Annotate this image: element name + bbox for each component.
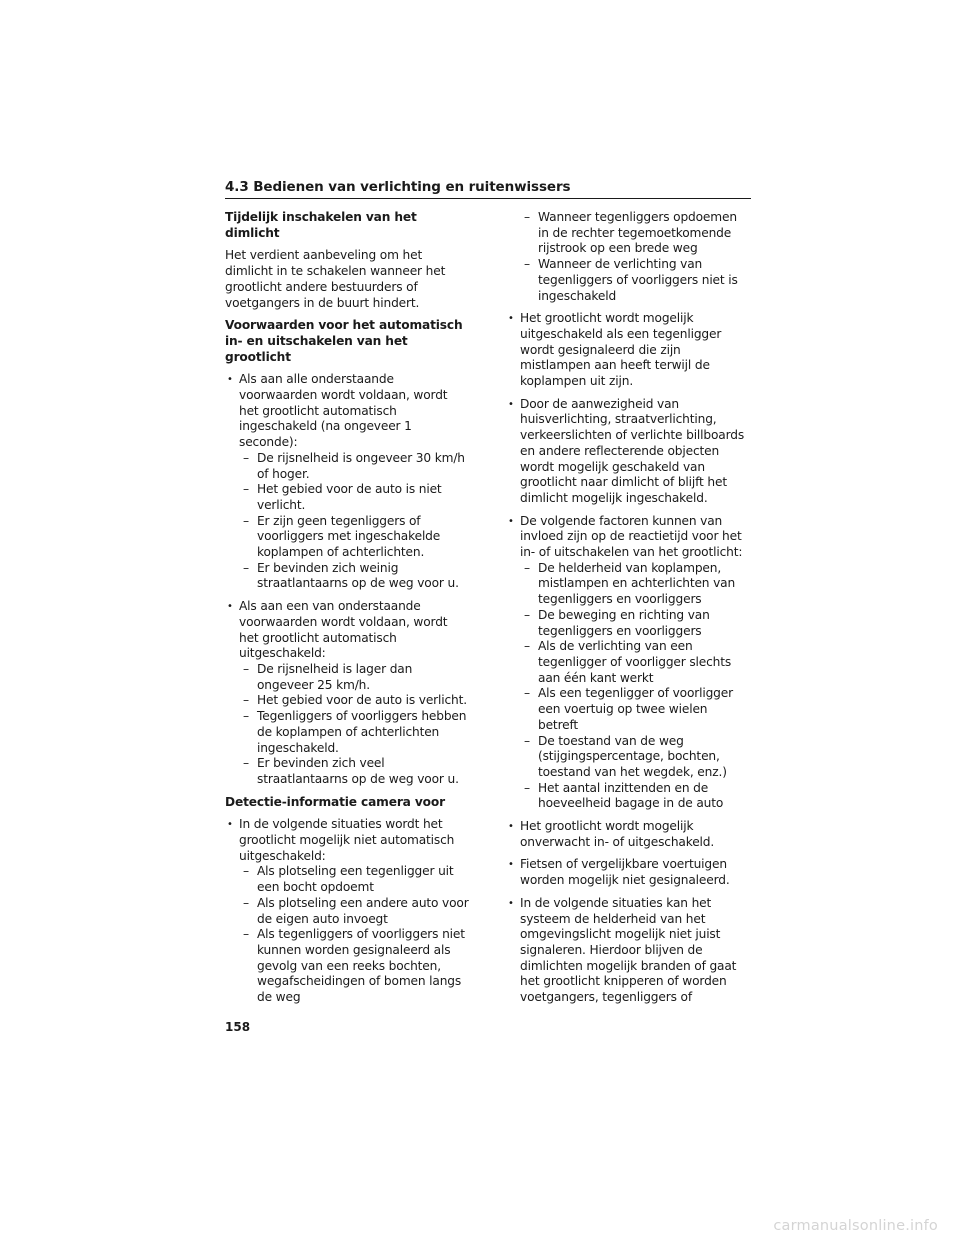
list-item bbox=[225, 599, 470, 787]
list-item bbox=[225, 817, 470, 1005]
list-item: – Als plotseling een tegenligger uit een bocht opdoemt bbox=[243, 864, 470, 895]
dash-list bbox=[520, 561, 751, 812]
list-item: – De toestand van de weg (stijgingspercentage, bochten, toestand van het wegdek, enz.) bbox=[524, 734, 751, 781]
list-item: – Er bevinden zich weinig straatlantaarns op de weg voor u. bbox=[243, 561, 470, 592]
heading-auto-highbeam-conditions: Voorwaarden voor het automatisch in- en uitschakelen van het grootlicht bbox=[225, 318, 463, 364]
bullet-text: Als aan een van onderstaande voorwaarden wordt voldaan, wordt het grootlicht automatisch uitgeschakeld: bbox=[239, 599, 448, 661]
dash-list bbox=[239, 864, 470, 1005]
list-item: – Als tegenliggers of voorliggers niet kunnen worden gesignaleerd als gevolg van een reeks bochten, wegafscheidingen of bomen langs de weg bbox=[243, 927, 470, 1006]
list-item: – De rijsnelheid is lager dan ongeveer 25 km/h. bbox=[243, 662, 470, 693]
bullet-text: De volgende factoren kunnen van invloed zijn op de reactietijd voor het in- of uitschakelen van het grootlicht: bbox=[520, 513, 743, 560]
list-item: • Door de aanwezigheid van huisverlichting, straatverlichting, verkeerslichten of verlichte billboards en andere reflecterende objecten wordt mogelijk geschakeld van grootlicht naar dimlicht of blijft het dimlicht mogelijk ingeschakeld. bbox=[506, 397, 751, 507]
list-item: – Het gebied voor de auto is niet verlicht. bbox=[243, 482, 470, 513]
list-item bbox=[225, 372, 470, 592]
bullet-list-right bbox=[506, 311, 751, 1006]
list-item: – Het gebied voor de auto is verlicht. bbox=[243, 693, 470, 709]
list-item: – De beweging en richting van tegenliggers en voorliggers bbox=[524, 608, 751, 639]
watermark: carmanualsonline.info bbox=[773, 1218, 938, 1234]
list-item: • Het grootlicht wordt mogelijk uitgeschakeld als een tegenligger wordt gesignaleerd die zijn mistlampen aan heeft terwijl de koplampen uit zijn. bbox=[506, 311, 751, 390]
list-item: – Het aantal inzittenden en de hoeveelheid bagage in de auto bbox=[524, 781, 751, 812]
bullet-text: Als aan alle onderstaande voorwaarden wordt voldaan, wordt het grootlicht automatisch ingeschakeld (na ongeveer 1 seconde): bbox=[239, 372, 448, 450]
dash-list-continued bbox=[506, 210, 751, 304]
list-item: – Er bevinden zich veel straatlantaarns op de weg voor u. bbox=[243, 756, 470, 787]
list-item: – De helderheid van koplampen, mistlampen en achterlichten van tegenliggers en voorliggers bbox=[524, 561, 751, 608]
list-item: – Wanneer tegenliggers opdoemen in de rechter tegemoetkomende rijstrook op een brede weg bbox=[524, 210, 751, 257]
list-item: – Wanneer de verlichting van tegenliggers of voorliggers niet is ingeschakeld bbox=[524, 257, 751, 304]
list-item: • Fietsen of vergelijkbare voertuigen worden mogelijk niet gesignaleerd. bbox=[506, 857, 751, 888]
list-item: – Als een tegenligger of voorligger een voertuig op twee wielen betreft bbox=[524, 686, 751, 733]
list-item: • In de volgende situaties kan het systeem de helderheid van het omgevingslicht mogelijk niet juist signaleren. Hierdoor blijven de dimlichten mogelijk branden of gaat het grootlicht knipperen of worden voetgangers, tegenliggers of bbox=[506, 896, 751, 1006]
bullet-list-conditions bbox=[225, 372, 470, 787]
right-column bbox=[506, 210, 751, 1013]
dash-list bbox=[239, 451, 470, 592]
list-item: – Er zijn geen tegenliggers of voorliggers met ingeschakelde koplampen of achterlichten. bbox=[243, 514, 470, 561]
bullet-text: In de volgende situaties wordt het grootlicht mogelijk niet automatisch uitgeschakeld: bbox=[239, 817, 455, 863]
section-title: 4.3 Bedienen van verlichting en ruitenwissers bbox=[225, 179, 751, 199]
left-column bbox=[225, 210, 470, 1013]
paragraph-dimlight-advice: Het verdient aanbeveling om het dimlicht in te schakelen wanneer het grootlicht andere bestuurders of voetgangers in de buurt hindert. bbox=[225, 248, 446, 310]
list-item: – Tegenliggers of voorliggers hebben de koplampen of achterlichten ingeschakeld. bbox=[243, 709, 470, 756]
list-item: – De rijsnelheid is ongeveer 30 km/h of hoger. bbox=[243, 451, 470, 482]
bullet-list-detection bbox=[225, 817, 470, 1005]
heading-camera-detection: Detectie-informatie camera voor bbox=[225, 794, 445, 809]
page-number: 158 bbox=[225, 1020, 251, 1034]
list-item: – Als plotseling een andere auto voor de eigen auto invoegt bbox=[243, 896, 470, 927]
list-item bbox=[506, 514, 751, 812]
list-item: – Als de verlichting van een tegenligger of voorligger slechts aan één kant werkt bbox=[524, 639, 751, 686]
list-item: • Het grootlicht wordt mogelijk onverwacht in- of uitgeschakeld. bbox=[506, 819, 751, 850]
dash-list bbox=[239, 662, 470, 788]
heading-temporary-dimlight: Tijdelijk inschakelen van het dimlicht bbox=[225, 210, 417, 240]
